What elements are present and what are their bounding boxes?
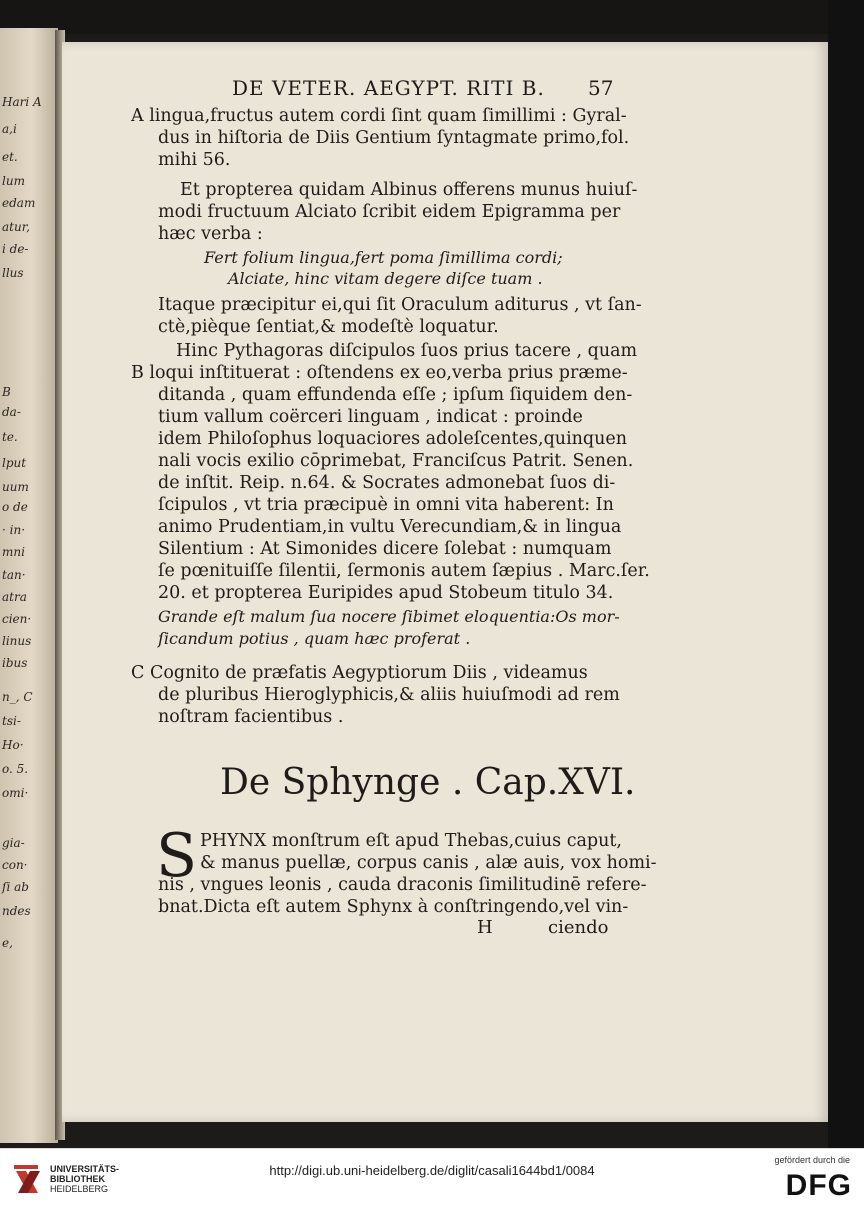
left-page-fragment: atra: [2, 590, 27, 604]
left-page-fragment: gia-: [2, 836, 25, 850]
permalink: [0, 1163, 864, 1178]
chapter-text-line: PHYNX monſtrum eſt apud Thebas,cuius caput,: [200, 831, 622, 851]
chapter-title: De Sphynge . Cap.XVI.: [220, 762, 636, 803]
library-name: UNIVERSITÄTS- BIBLIOTHEK HEIDELBERG: [50, 1164, 120, 1194]
text-line: mihi 56.: [158, 150, 231, 170]
left-page-fragment: Hari A: [2, 95, 42, 109]
left-page-fragment: llus: [2, 266, 24, 280]
left-page-fragment: lum: [2, 174, 25, 188]
left-page-fragment: a,i: [2, 122, 17, 136]
left-page-fragment: Ho·: [2, 738, 24, 752]
left-page-fragment: o. 5.: [2, 762, 29, 776]
page-number: 57: [588, 76, 614, 100]
left-page-fragment: o de: [2, 500, 28, 514]
text-line: tium vallum coërceri linguam , indicat : proinde: [158, 407, 583, 427]
left-page-fragment: mni: [2, 545, 25, 559]
text-line: Itaque præcipitur ei,qui ſit Oraculum aditurus , vt ſan-: [158, 295, 642, 315]
left-page-fragment: uum: [2, 480, 29, 494]
drop-cap: S: [156, 821, 198, 891]
signature-mark: H: [477, 917, 493, 938]
left-page-fragment: n_, C: [2, 690, 33, 704]
left-page-fragment: · in·: [2, 523, 26, 537]
left-page-fragment: cien·: [2, 612, 32, 626]
text-line: dus in hiſtoria de Diis Gentium ſyntagmate primo,fol.: [158, 128, 630, 148]
left-page-fragment: tsi-: [2, 714, 21, 728]
text-line: ſcipulos , vt tria præcipuè in omni vita haberent: In: [158, 495, 614, 515]
text-line: de pluribus Hieroglyphicis,& aliis huiuſmodi ad rem: [158, 685, 620, 705]
left-page-fragment: ibus: [2, 656, 28, 670]
left-page-fragment: i de-: [2, 242, 29, 256]
text-line: Alciate, hinc vitam degere diſce tuam .: [228, 269, 543, 288]
left-page-fragment: te.: [2, 430, 18, 444]
text-line: B loqui inſtituerat : oſtendens ex eo,verba prius præme-: [131, 363, 628, 383]
permalink-link[interactable]: http://digi.ub.uni-heidelberg.de/diglit/casali1644bd1/0084: [269, 1163, 595, 1178]
text-line: 20. et propterea Euripides apud Stobeum titulo 34.: [158, 583, 614, 603]
text-line: Grande eſt malum ſua nocere ſibimet eloquentia:Os mor-: [158, 607, 620, 626]
left-page-fragment: atur,: [2, 220, 30, 234]
left-page-fragment: tan·: [2, 568, 26, 582]
text-line: ſicandum potius , quam hæc proferat .: [158, 629, 471, 648]
chapter-text-line: bnat.Dicta eſt autem Sphynx à conſtringendo,vel vin-: [158, 897, 629, 917]
text-line: modi fructuum Alciato ſcribit eidem Epigramma per: [158, 202, 621, 222]
text-line: Hinc Pythagoras diſcipulos ſuos prius tacere , quam: [176, 341, 638, 361]
text-line: ditanda , quam effundenda eſſe ; ipſum ſiquidem den-: [158, 385, 633, 405]
text-line: C Cognito de præfatis Aegyptiorum Diis , videamus: [131, 663, 588, 683]
text-line: hæc verba :: [158, 224, 263, 244]
text-line: de inſtit. Reip. n.64. & Socrates admonebat ſuos di-: [158, 473, 616, 493]
left-page-fragment: omi·: [2, 786, 29, 800]
left-page-fragment: con·: [2, 858, 28, 872]
chapter-text-line: nis , vngues leonis , cauda draconis ſimilitudinē refere-: [158, 875, 647, 895]
text-line: ctè,pièque ſentiat,& modeſtè loquatur.: [158, 317, 499, 337]
funding-note: gefördert durch die: [774, 1155, 850, 1165]
text-line: Silentium : At Simonides dicere ſolebat : numquam: [158, 539, 612, 559]
dfg-logo[interactable]: DFG: [785, 1169, 852, 1202]
text-line: nali vocis exilio cōprimebat, Franciſcus Patrit. Senen.: [158, 451, 634, 471]
left-page-fragment: da-: [2, 405, 21, 419]
text-line: idem Philoſophus loquaciores adoleſcentes,quinquen: [158, 429, 628, 449]
scan-top-border: [0, 0, 864, 34]
text-line: Fert folium lingua,fert poma ſimillima cordi;: [204, 248, 563, 267]
left-page-fragment: ndes: [2, 904, 31, 918]
left-page-fragment: ſi ab: [2, 880, 29, 894]
chapter-text-line: & manus puellæ, corpus canis , alæ auis, vox homi-: [200, 853, 657, 873]
text-line: A lingua,fructus autem cordi ſint quam ſimillimi : Gyral-: [131, 106, 627, 126]
left-page-fragment: B: [2, 385, 11, 399]
scan-right-border: [828, 0, 864, 1148]
left-page-fragment: linus: [2, 634, 32, 648]
text-line: noſtram facientibus .: [158, 707, 344, 727]
left-page-fragment: lput: [2, 456, 27, 470]
viewer-footer: [0, 1148, 864, 1211]
catchword: ciendo: [548, 917, 609, 938]
left-page-fragment: edam: [2, 196, 36, 210]
text-line: Et propterea quidam Albinus offerens munus huiuſ-: [180, 180, 638, 200]
left-page-fragment: e,: [2, 936, 13, 950]
text-line: ſe pœnituiſſe ſilentii, ſermonis autem ſæpius . Marc.ſer.: [158, 561, 650, 581]
left-page-edge: [0, 28, 58, 1143]
text-line: animo Prudentiam,in vultu Verecundiam,& in lingua: [158, 517, 622, 537]
running-title: DE VETER. AEGYPT. RITI B.: [232, 76, 545, 100]
left-page-fragment: et.: [2, 150, 18, 164]
